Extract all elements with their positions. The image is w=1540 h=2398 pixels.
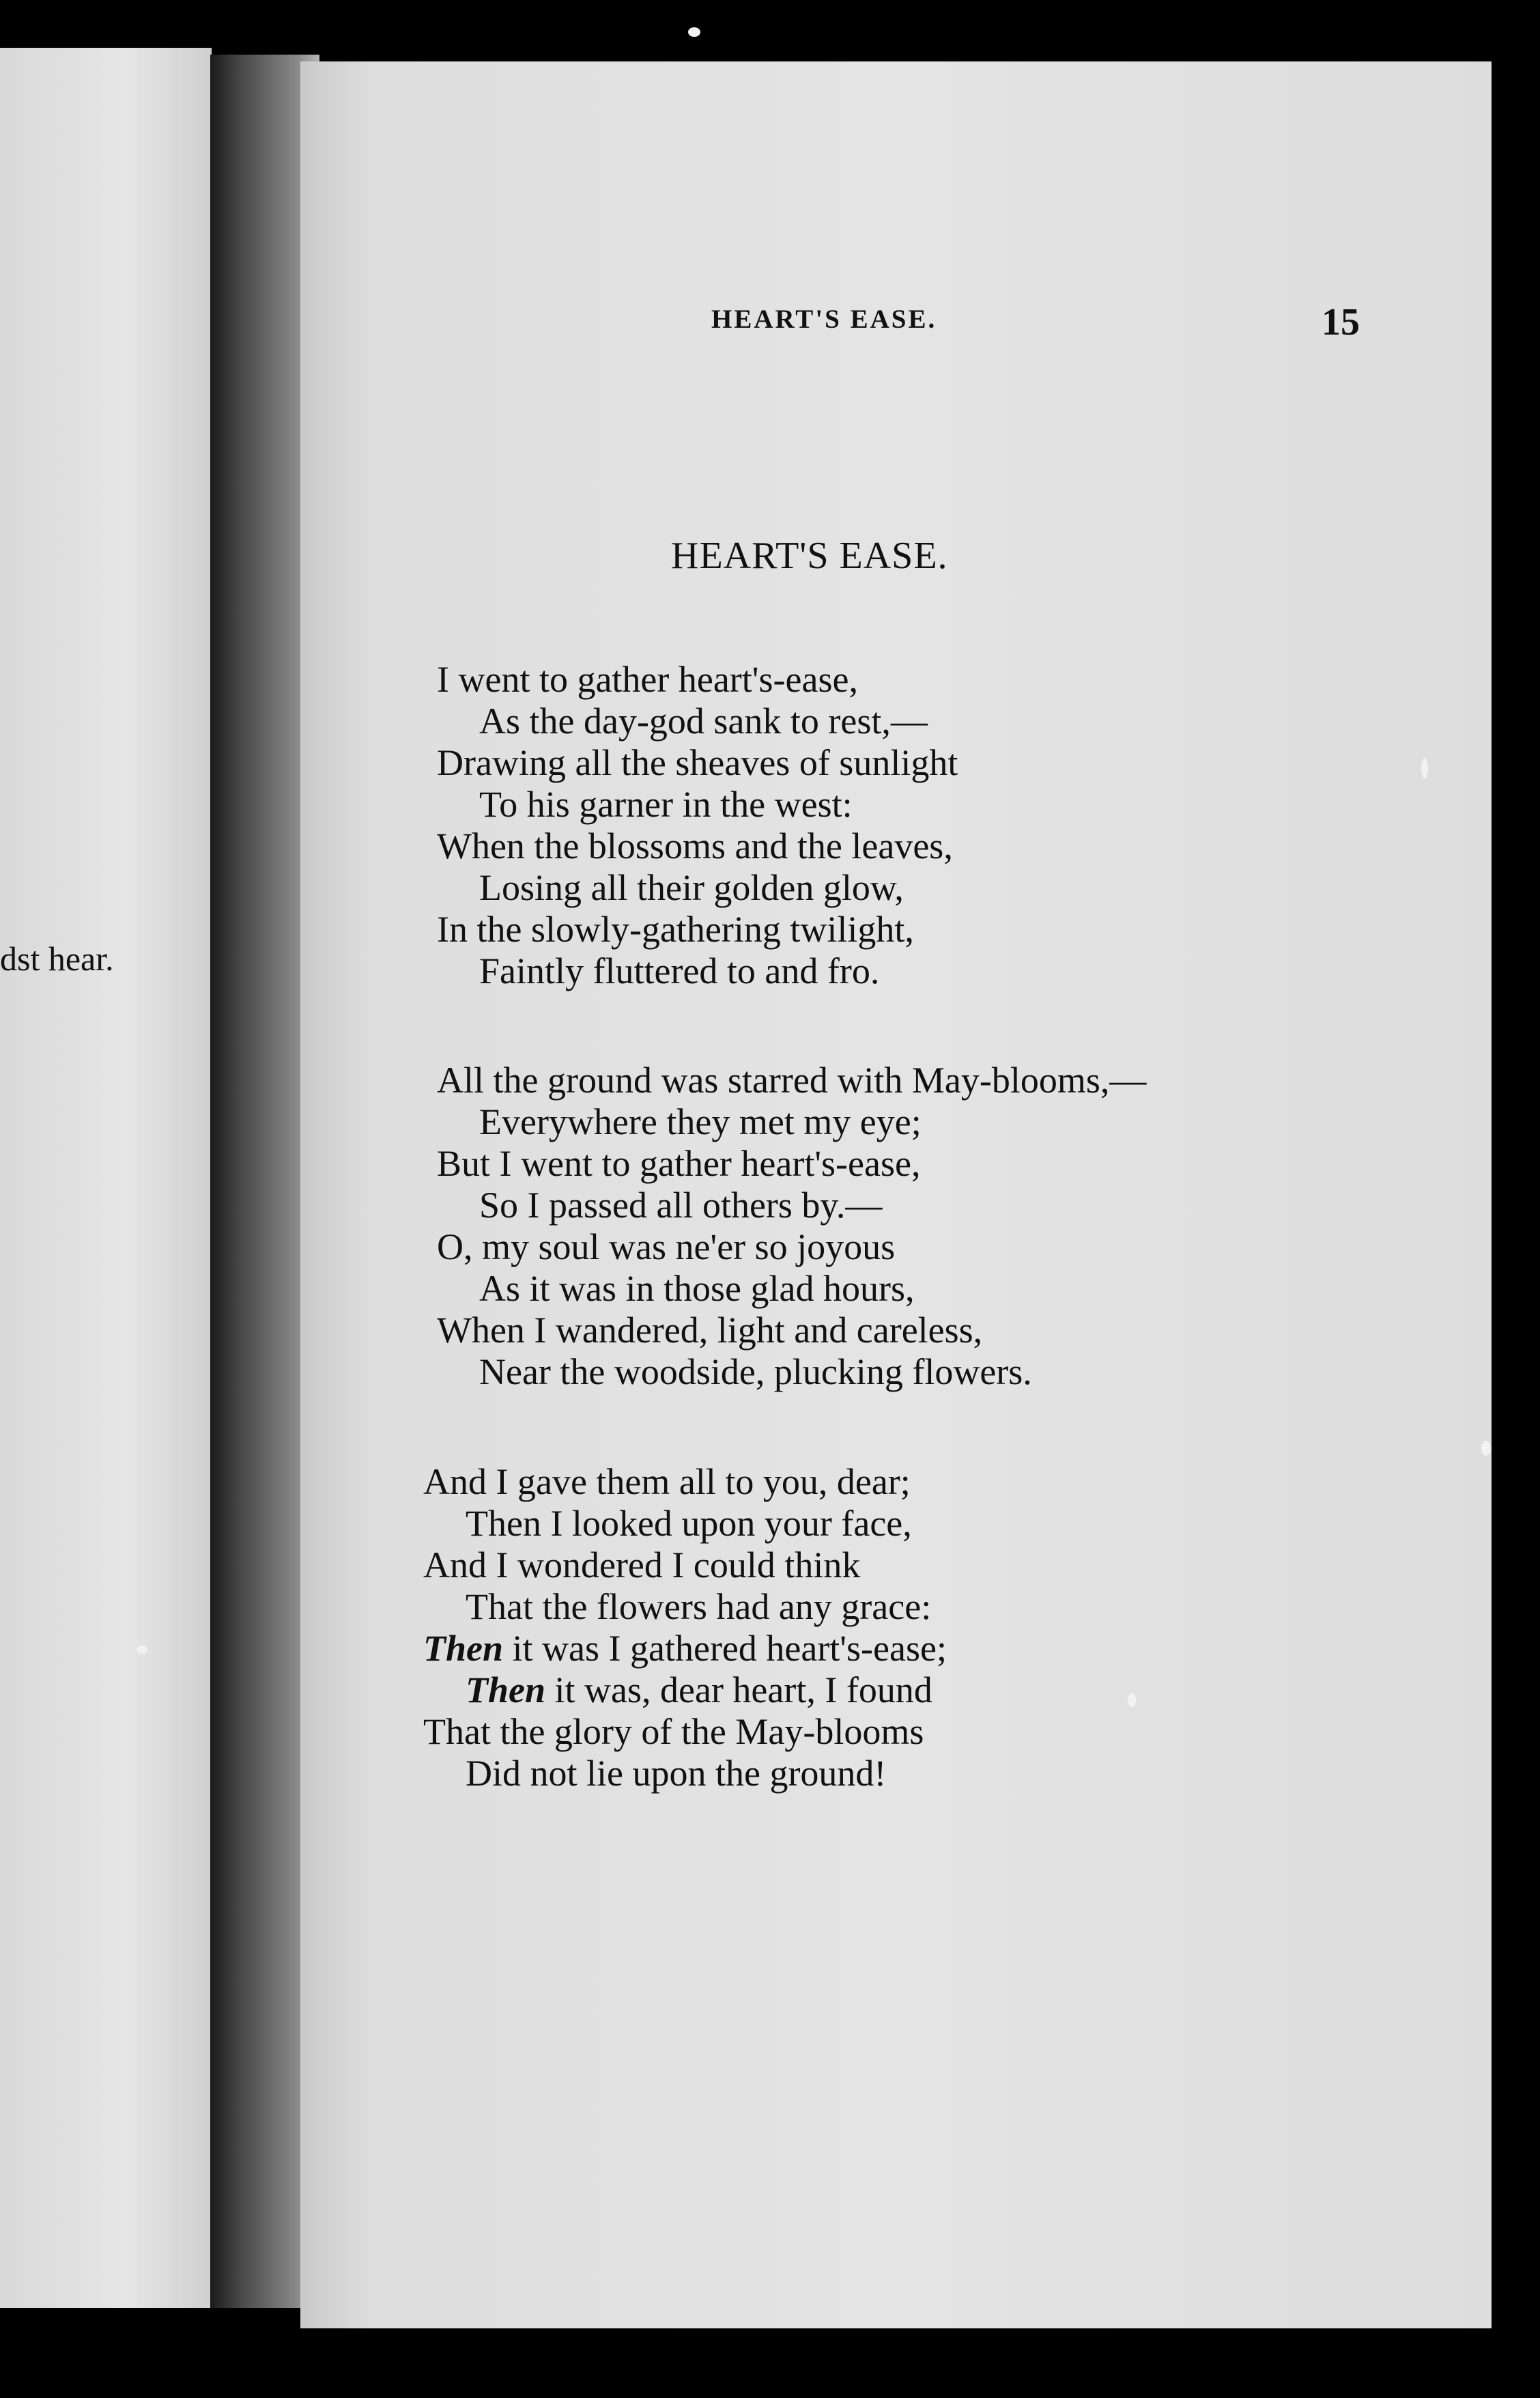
stanza-3 xyxy=(423,1461,947,1794)
poem-line: And I gave them all to you, dear; xyxy=(423,1461,911,1502)
scan-speck xyxy=(688,27,700,37)
poem-line: I went to gather heart's-ease, xyxy=(437,659,858,700)
poem-line: As the day-god sank to rest,— xyxy=(479,701,928,742)
poem-line: In the slowly-gathering twilight, xyxy=(437,909,914,950)
poem-line-text: it was, dear heart, I found xyxy=(554,1669,932,1710)
poem-line: Near the woodside, plucking flowers. xyxy=(479,1351,1032,1392)
poem-line: Losing all their golden glow, xyxy=(479,867,904,908)
left-page xyxy=(0,48,212,2308)
left-page-text-fragment: dst hear. xyxy=(0,940,114,978)
scan-speck xyxy=(1421,758,1428,778)
poem-line: As it was in those glad hours, xyxy=(479,1268,915,1309)
poem-line: Drawing all the sheaves of sunlight xyxy=(437,742,958,783)
poem-line: But I went to gather heart's-ease, xyxy=(437,1143,921,1184)
poem-line: And I wondered I could think xyxy=(423,1544,861,1585)
scan-speck xyxy=(137,1646,147,1654)
poem-line-text: it was I gathered heart's-ease; xyxy=(512,1628,947,1669)
poem-line: Everywhere they met my eye; xyxy=(479,1101,922,1142)
poem-line: All the ground was starred with May-blooms,— xyxy=(437,1060,1147,1101)
emphasis-word: Then xyxy=(423,1628,504,1669)
stanza-1 xyxy=(437,659,958,992)
poem-line: So I passed all others by.— xyxy=(479,1185,883,1226)
poem-line: That the flowers had any grace: xyxy=(466,1586,932,1627)
poem-line: Then I looked upon your face, xyxy=(466,1503,912,1544)
poem-line: That the glory of the May-blooms xyxy=(423,1711,924,1752)
poem-line: When I wandered, light and careless, xyxy=(437,1310,983,1351)
poem-line xyxy=(423,1669,947,1711)
scan-speck xyxy=(1481,1441,1491,1456)
emphasis-word: Then xyxy=(466,1669,546,1710)
poem-line: O, my soul was ne'er so joyous xyxy=(437,1226,896,1267)
scan-speck xyxy=(1128,1693,1136,1707)
stanza-2 xyxy=(437,1060,1146,1393)
poem-title: HEART'S EASE. xyxy=(671,535,948,577)
poem-line: Did not lie upon the ground! xyxy=(466,1753,887,1794)
running-head: HEART'S EASE. xyxy=(711,305,937,334)
poem-line: To his garner in the west: xyxy=(479,784,853,825)
poem-line: Faintly fluttered to and fro. xyxy=(479,950,880,991)
poem-line: When the blossoms and the leaves, xyxy=(437,826,953,866)
poem-line xyxy=(423,1628,947,1669)
page-number: 15 xyxy=(1322,301,1360,343)
